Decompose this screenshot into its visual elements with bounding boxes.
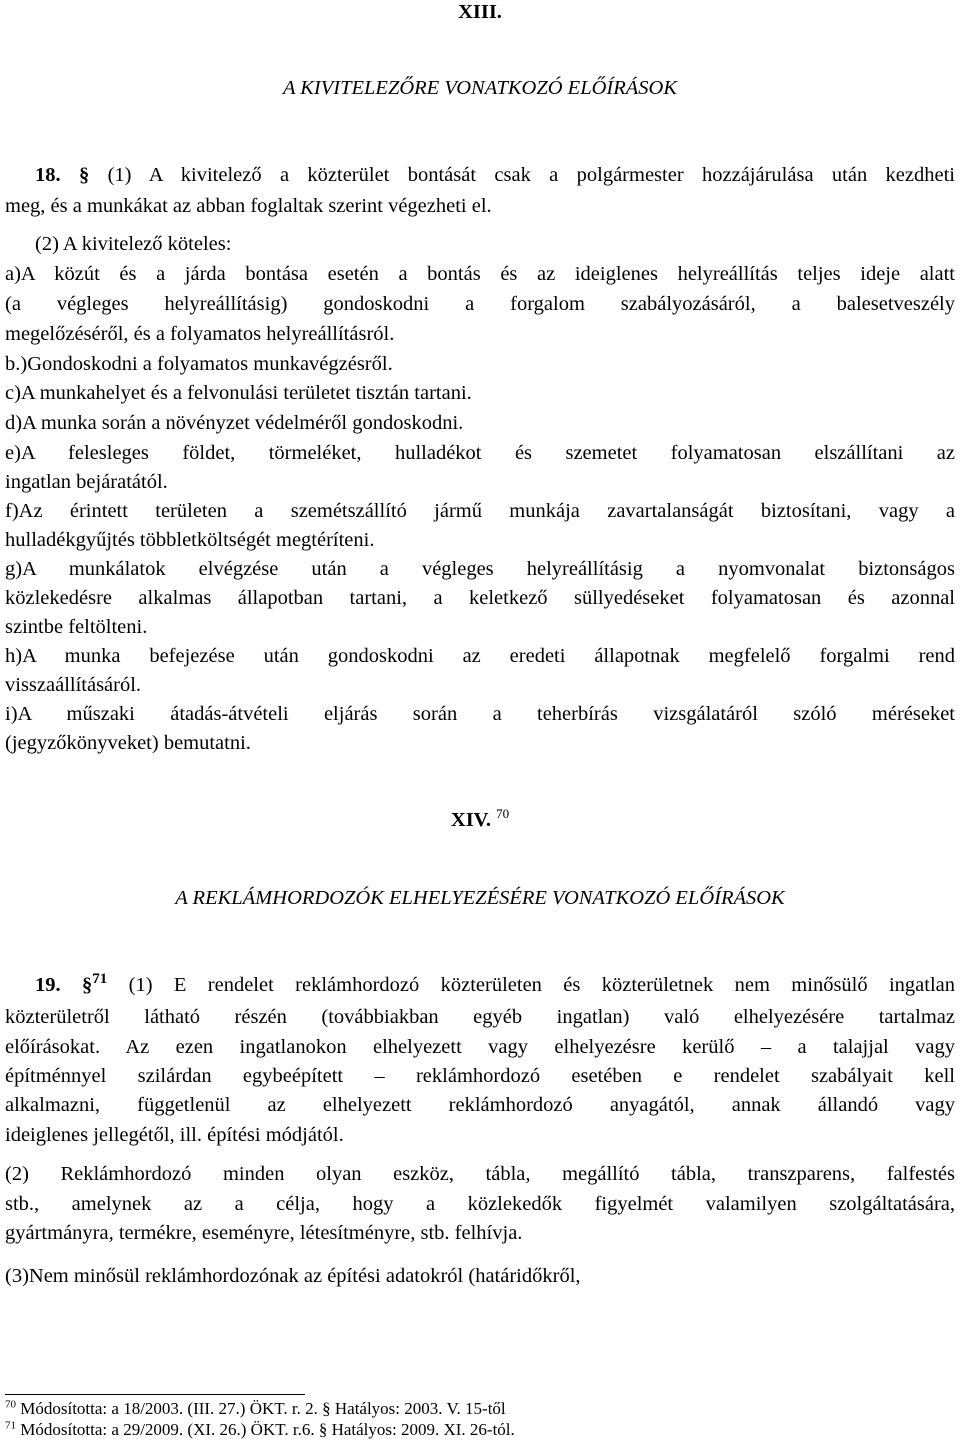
para-18-item-e: e)A felesleges földet, törmeléket, hulladékot és szemetet folyamatosan elszállítani az <box>5 442 955 464</box>
para-19-subpara-2: (2) Reklámhordozó minden olyan eszköz, tábla, megállító tábla, transzparens, falfestés <box>5 1163 955 1185</box>
para-18-item-h: h)A munka befejezése után gondoskodni az eredeti állapotnak megfelelő forgalmi rend <box>5 645 955 667</box>
para-18-item-e-cont: ingatlan bejáratától. <box>5 471 168 493</box>
para-18-line-2: meg, és a munkákat az abban foglaltak szerint végezheti el. <box>5 195 492 217</box>
chapter-14-number: XIV. <box>450 809 491 831</box>
para-18-item-h-cont: visszaállításáról. <box>5 674 142 696</box>
section-sign: § <box>78 164 90 186</box>
para-18-item-g-cont-2: szintbe feltölteni. <box>5 616 148 638</box>
section-sign: § <box>82 974 93 996</box>
para-18-item-i-cont: (jegyzőkönyveket) bemutatni. <box>5 732 251 754</box>
para-19-number: 19. <box>35 974 61 996</box>
para-18-item-f-cont: hulladékgyűjtés többletköltségét megtéríteni. <box>5 529 375 551</box>
footnote-number: 71 <box>5 1419 16 1432</box>
footnote-70 <box>5 1399 506 1419</box>
chapter-13-number: XIII. <box>458 1 502 23</box>
para-18-line-3: (2) A kivitelező köteles: <box>35 233 232 255</box>
para-19-line-6: ideiglenes jellegétől, ill. építési módjától. <box>5 1124 344 1146</box>
para-18-item-d: d)A munka során a növényzet védelméről gondoskodni. <box>5 412 464 434</box>
para-18-item-i: i)A műszaki átadás-átvételi eljárás során a teherbírás vizsgálatáról szóló méréseket <box>5 703 955 725</box>
footnote-text: Módosította: a 18/2003. (III. 27.) ÖKT. r. 2. § Hatályos: 2003. V. 15-től <box>20 1399 506 1418</box>
footnote-text: Módosította: a 29/2009. (XI. 26.) ÖKT. r.6. § Hatályos: 2009. XI. 26-tól. <box>20 1420 515 1439</box>
para-18-item-a-cont-1: (a végleges helyreállításig) gondoskodni a forgalom szabályozásáról, a balesetveszély <box>5 293 955 315</box>
para-19-line-2: közterületről látható részén (továbbiakban egyéb ingatlan) való elhelyezésére tartalmaz <box>5 1006 955 1028</box>
footnote-71 <box>5 1420 515 1440</box>
para-18-item-b: b.)Gondoskodni a folyamatos munkavégzésről. <box>5 353 393 375</box>
chapter-13-title: A KIVITELEZŐRE VONATKOZÓ ELŐÍRÁSOK <box>282 77 678 99</box>
para-19-line-4: építménnyel szilárdan egybeépített – reklámhordozó esetében e rendelet szabályait kell <box>5 1065 955 1087</box>
para-19-line-5: alkalmazni, függetlenül az elhelyezett reklámhordozó anyagától, annak állandó vagy <box>5 1094 955 1116</box>
para-18-item-c: c)A munkahelyet és a felvonulási területet tisztán tartani. <box>5 382 472 404</box>
para-18-item-a-cont-2: megelőzéséről, és a folyamatos helyreállításról. <box>5 323 395 345</box>
para-19-line-1: 19. §$^{71}$ (1) E rendelet reklámhordozó közterületen és közterületnek nem minősülő ingatlan <box>35 971 956 996</box>
para-18-item-f: f)Az érintett területen a szemétszállító jármű munkája zavartalanságát biztosítani, vagy a <box>5 500 955 522</box>
para-18-number: 18. <box>35 164 61 186</box>
para-19-subpara-2-cont-1: stb., amelynek az a célja, hogy a közlekedők figyelmét valamilyen szolgáltatására, <box>5 1193 955 1215</box>
para-19-subpara-2-cont-2: gyártmányra, termékre, eseményre, létesítményre, stb. felhívja. <box>5 1222 523 1244</box>
footnote-ref-70[interactable]: 70 <box>496 806 510 822</box>
chapter-14-heading <box>5 808 955 832</box>
para-18-item-g: g)A munkálatok elvégzése után a végleges helyreállításig a nyomvonalat biztonságos <box>5 558 955 580</box>
para-18-item-a: a)A közút és a járda bontása esetén a bontás és az ideiglenes helyreállítás teljes ideje alatt <box>5 263 955 285</box>
para-19-subpara-3: (3)Nem minősül reklámhordozónak az építési adatokról (határidőkről, <box>5 1265 581 1287</box>
footnote-ref-71[interactable]: 71 <box>92 971 108 988</box>
footnote-separator <box>5 1394 305 1395</box>
para-19-line-3: előírásokat. Az ezen ingatlanokon elhelyezett vagy elhelyezésre kerülő – a talajjal vagy <box>5 1036 955 1058</box>
footnote-number: 70 <box>5 1398 16 1411</box>
chapter-14-title: A REKLÁMHORDOZÓK ELHELYEZÉSÉRE VONATKOZÓ ELŐÍRÁSOK <box>175 887 785 909</box>
para-18-line-1: 18. § (1) A kivitelező a közterület bontását csak a polgármester hozzájárulása után kezdheti <box>35 164 955 186</box>
para-18-item-g-cont-1: közlekedésre alkalmas állapotban tartani, a keletkező süllyedéseket folyamatosan és azonnal <box>5 587 955 609</box>
